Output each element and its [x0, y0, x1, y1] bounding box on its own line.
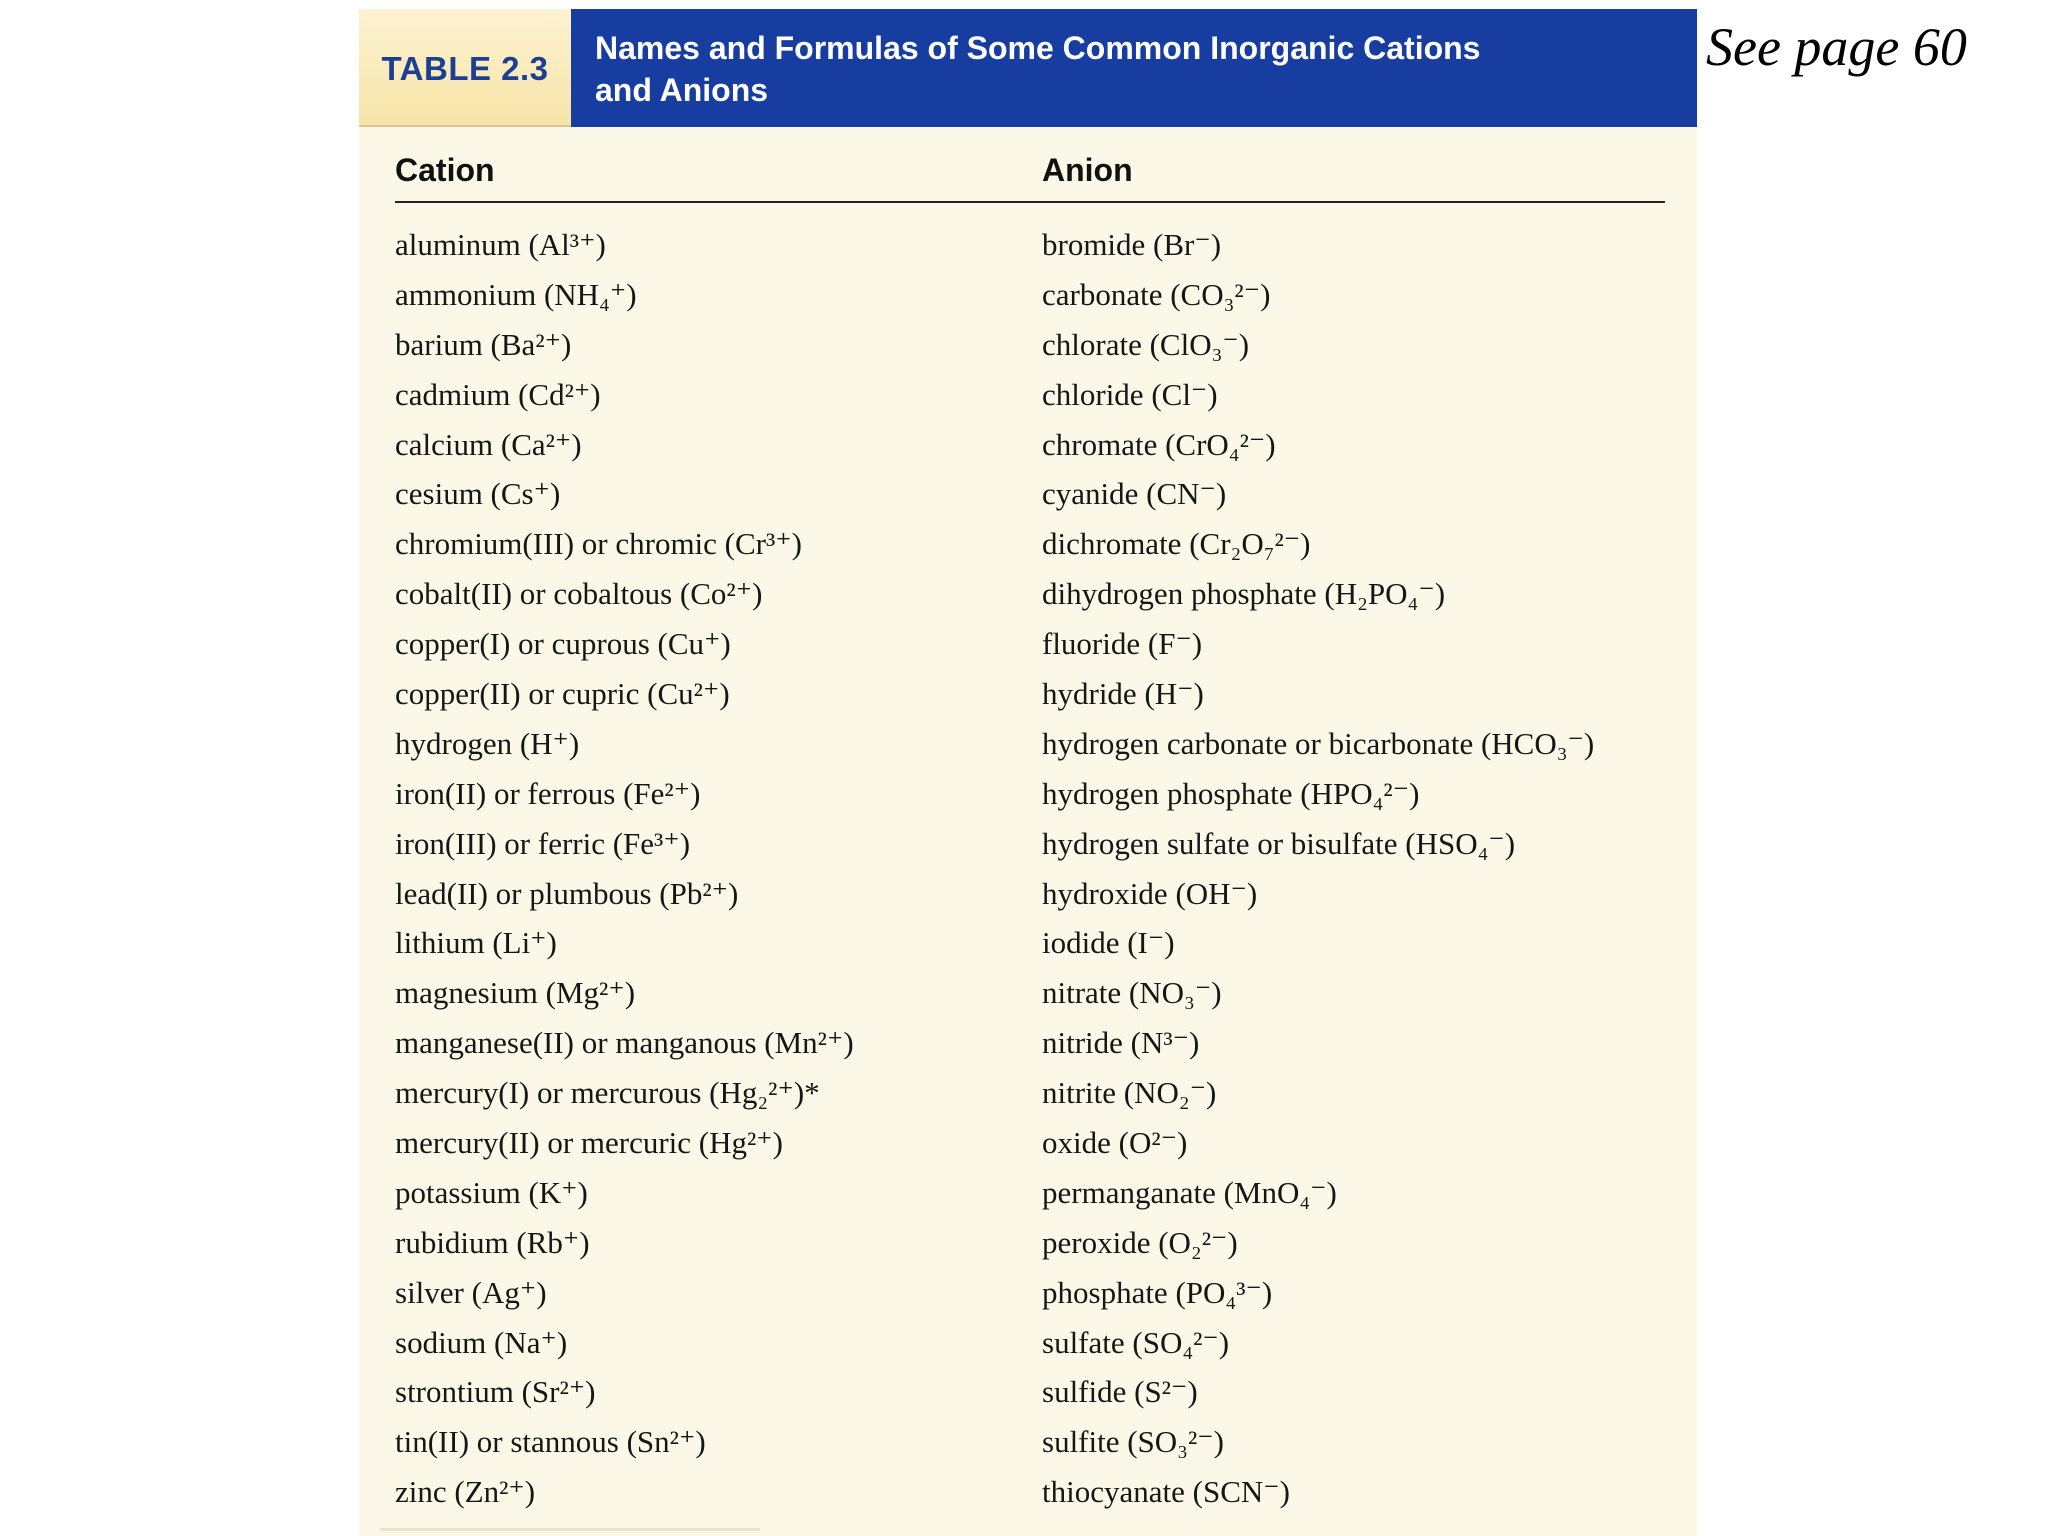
table-title-line-2: and Anions — [595, 72, 769, 108]
cation-list — [395, 220, 854, 1517]
cation-column-header: Cation — [395, 152, 495, 188]
anion-row: nitrate (NO₃⁻) — [1042, 975, 1222, 1011]
anion-row: hydride (H⁻) — [1042, 676, 1204, 712]
cation-row: rubidium (Rb⁺) — [395, 1224, 590, 1260]
cation-row: iron(II) or ferrous (Fe²⁺) — [395, 775, 701, 811]
cation-row: aluminum (Al³⁺) — [395, 227, 606, 262]
cation-row: barium (Ba²⁺) — [395, 326, 572, 362]
anion-row: chloride (Cl⁻) — [1042, 376, 1218, 412]
cation-row: manganese(II) or manganous (Mn²⁺) — [395, 1025, 854, 1061]
cation-row: calcium (Ca²⁺) — [395, 426, 582, 462]
cation-row: mercury(II) or mercuric (Hg²⁺) — [395, 1125, 783, 1161]
table-number-label: TABLE 2.3 — [359, 9, 571, 127]
anion-column-header: Anion — [1042, 152, 1133, 188]
cation-row: sodium (Na⁺) — [395, 1324, 568, 1360]
footer-fragment — [380, 1528, 760, 1531]
anion-row: hydrogen phosphate (HPO₄²⁻) — [1042, 775, 1420, 811]
cation-row: potassium (K⁺) — [395, 1174, 588, 1210]
cation-row: lead(II) or plumbous (Pb²⁺) — [395, 875, 739, 911]
cation-row: zinc (Zn²⁺) — [395, 1474, 536, 1510]
cation-row: cobalt(II) or cobaltous (Co²⁺) — [395, 576, 763, 612]
anion-row: cyanide (CN⁻) — [1042, 476, 1227, 512]
table-title-line-1: Names and Formulas of Some Common Inorganic Cations — [595, 30, 1481, 66]
anion-row: fluoride (F⁻) — [1042, 626, 1203, 662]
cation-row: copper(II) or cupric (Cu²⁺) — [395, 676, 730, 712]
anion-row: hydroxide (OH⁻) — [1042, 875, 1258, 911]
anion-row: sulfide (S²⁻) — [1042, 1374, 1198, 1410]
table-title — [571, 9, 1697, 127]
page-reference-note: See page 60 — [1706, 17, 1967, 77]
anion-row: sulfite (SO₃²⁻) — [1042, 1424, 1224, 1460]
anion-row: dichromate (Cr₂O₇²⁻) — [1042, 526, 1311, 562]
anion-row: hydrogen sulfate or bisulfate (HSO₄⁻) — [1042, 825, 1516, 861]
cation-row: copper(I) or cuprous (Cu⁺) — [395, 626, 731, 662]
anion-list — [1042, 220, 1594, 1517]
anion-row: phosphate (PO₄³⁻) — [1042, 1274, 1273, 1310]
cation-row: cesium (Cs⁺) — [395, 476, 561, 512]
anion-row: oxide (O²⁻) — [1042, 1125, 1188, 1161]
anion-row: hydrogen carbonate or bicarbonate (HCO₃⁻) — [1042, 725, 1595, 761]
anion-row: chromate (CrO₄²⁻) — [1042, 426, 1276, 462]
cation-row: chromium(III) or chromic (Cr³⁺) — [395, 526, 802, 562]
anion-row: thiocyanate (SCN⁻) — [1042, 1474, 1290, 1510]
cation-row: ammonium (NH₄⁺) — [395, 276, 637, 312]
cation-row: magnesium (Mg²⁺) — [395, 975, 636, 1011]
cation-row: lithium (Li⁺) — [395, 925, 557, 961]
header-divider — [395, 201, 1665, 203]
cation-row: mercury(I) or mercurous (Hg₂²⁺)* — [395, 1075, 820, 1111]
anion-row: peroxide (O₂²⁻) — [1042, 1224, 1238, 1260]
anion-row: nitrite (NO₂⁻) — [1042, 1075, 1217, 1111]
anion-row: sulfate (SO₄²⁻) — [1042, 1324, 1230, 1360]
anion-row: iodide (I⁻) — [1042, 925, 1175, 961]
cation-row: iron(III) or ferric (Fe³⁺) — [395, 825, 691, 861]
cation-row: hydrogen (H⁺) — [395, 725, 580, 761]
anion-row: carbonate (CO₃²⁻) — [1042, 276, 1271, 312]
cation-row: cadmium (Cd²⁺) — [395, 376, 601, 412]
anion-row: bromide (Br⁻) — [1042, 227, 1222, 262]
cation-row: strontium (Sr²⁺) — [395, 1374, 596, 1410]
anion-row: dihydrogen phosphate (H₂PO₄⁻) — [1042, 576, 1446, 612]
cation-row: silver (Ag⁺) — [395, 1274, 547, 1310]
anion-row: permanganate (MnO₄⁻) — [1042, 1174, 1337, 1210]
anion-row: nitride (N³⁻) — [1042, 1025, 1200, 1061]
cation-row: tin(II) or stannous (Sn²⁺) — [395, 1424, 706, 1460]
anion-row: chlorate (ClO₃⁻) — [1042, 326, 1250, 362]
table-header — [359, 9, 1697, 127]
